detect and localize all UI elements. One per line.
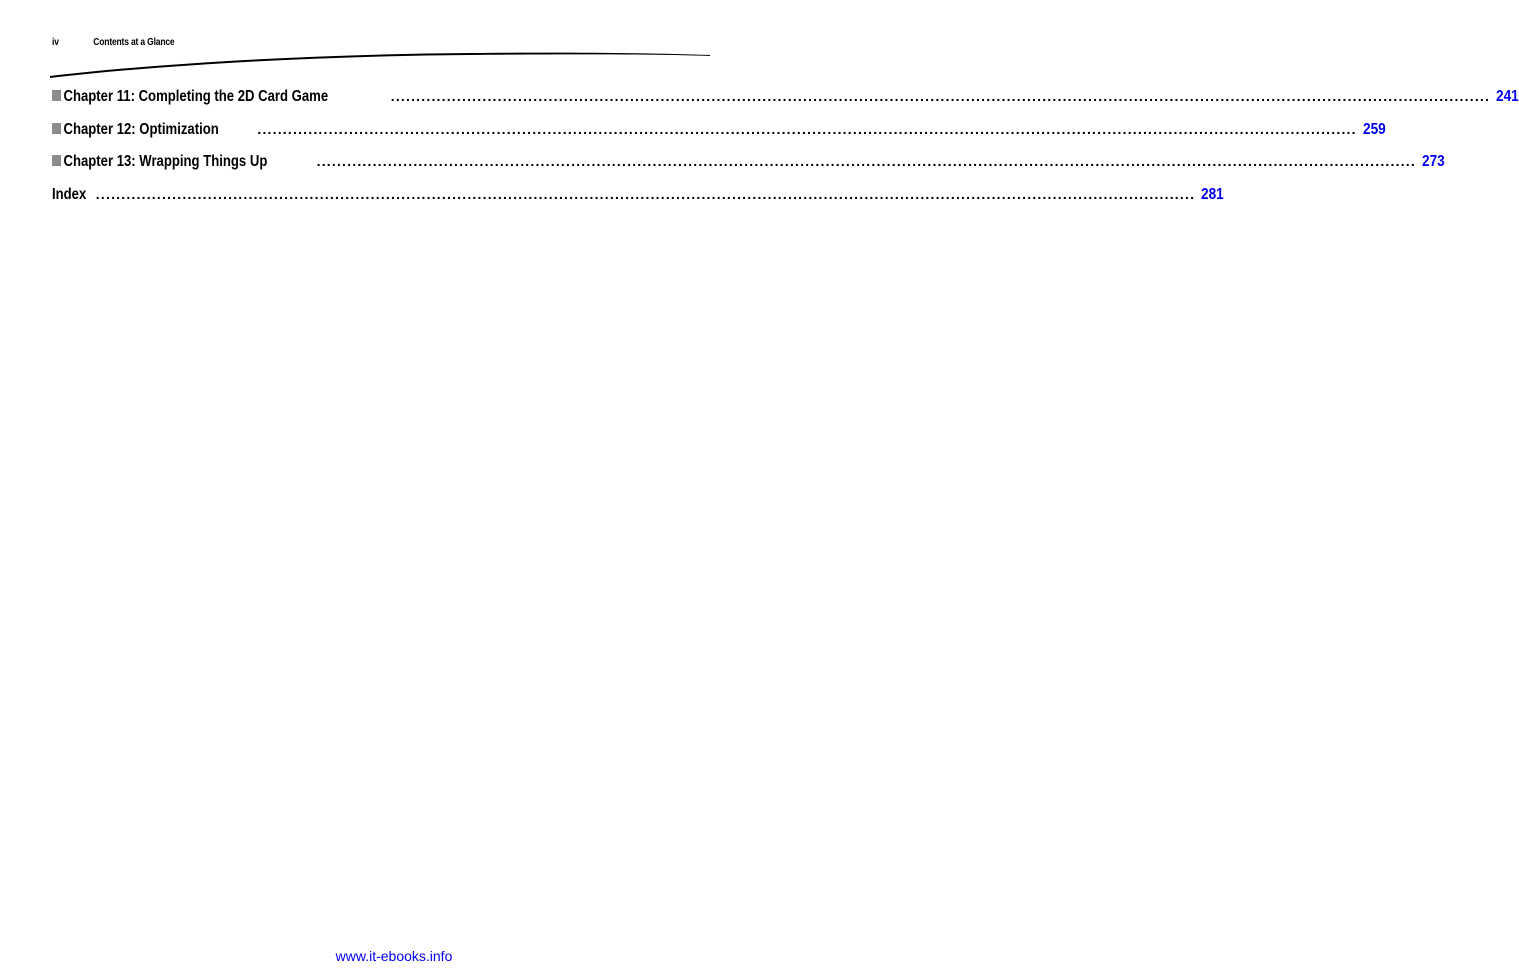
toc-list: [52, 88, 1519, 218]
toc-index-label-wrap: [52, 186, 86, 204]
toc-entry-page-link[interactable]: 259: [1362, 120, 1386, 138]
toc-entry-label-wrap: [52, 153, 267, 171]
dot-leader: ........................................................................................................................................................................................................................: [257, 120, 1357, 137]
running-head: [52, 37, 174, 48]
dot-leader: ........................................................................................................................................................................................................................: [95, 185, 1196, 202]
toc-entry[interactable]: [52, 88, 1519, 110]
toc-entry-page-link[interactable]: 241: [1496, 88, 1519, 105]
square-bullet-icon: [52, 90, 61, 101]
toc-entry-title: Chapter 12: Optimization: [63, 120, 219, 138]
toc-entry[interactable]: [52, 153, 1445, 175]
toc-entry-title: Chapter 11: Completing the 2D Card Game: [63, 88, 329, 105]
toc-entry-page-link[interactable]: 273: [1421, 153, 1445, 170]
footer-website-link[interactable]: www.it-ebooks.info: [335, 948, 453, 964]
header-page-number: iv: [52, 37, 59, 48]
dot-leader: ........................................................................................................................................................................................................................: [390, 88, 1491, 104]
header-swoosh-divider: [50, 48, 710, 78]
toc-index-entry[interactable]: [52, 185, 1224, 208]
square-bullet-icon: [52, 155, 61, 166]
toc-entry-label-wrap: [52, 121, 219, 139]
header-running-title: Contents at a Glance: [93, 37, 175, 48]
dot-leader: ........................................................................................................................................................................................................................: [316, 153, 1416, 169]
toc-entry-label-wrap: [52, 88, 328, 106]
toc-entry[interactable]: [52, 120, 1386, 143]
square-bullet-icon: [52, 123, 61, 134]
toc-index-page-link[interactable]: 281: [1201, 185, 1224, 203]
toc-entry-title: Chapter 13: Wrapping Things Up: [63, 153, 268, 170]
toc-index-title: Index: [52, 185, 87, 203]
